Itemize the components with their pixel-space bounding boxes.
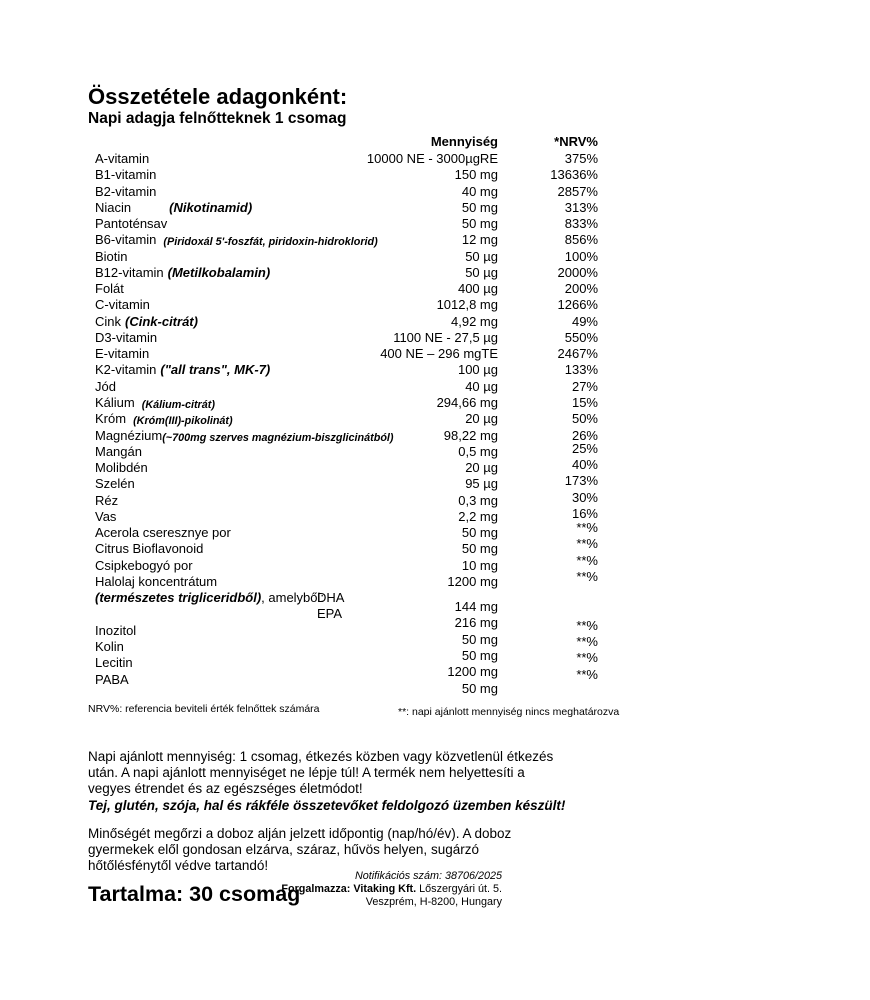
ingredient-label: Réz (95, 492, 119, 508)
ingredient-amount: 50 µg (465, 264, 498, 280)
ingredient-label: Mangán (95, 443, 142, 459)
ingredient-nrv: 133% (564, 362, 598, 378)
table-row (95, 666, 598, 696)
table-row (95, 281, 598, 297)
ingredient-label: Szelén (95, 476, 135, 492)
ingredient-label: A-vitamin (95, 151, 150, 166)
distributor-line (262, 883, 502, 896)
ingredient-amount: 40 µg (465, 378, 498, 394)
ingredient-nrv: 49% (571, 313, 598, 329)
ingredient-nrv: 16% (571, 505, 598, 521)
ingredient-amount: 10000 NE - 3000µgRE (366, 151, 498, 166)
ingredient-amount: 10 mg (461, 557, 498, 573)
ingredient-nrv: **% (576, 650, 598, 666)
ingredient-nrv: 27% (571, 378, 598, 394)
ingredient-amount: 95 µg (465, 476, 498, 492)
ingredient-amount: 20 µg (465, 411, 498, 427)
ingredient-table (95, 133, 598, 696)
ingredient-nrv: 2000% (557, 264, 598, 280)
ingredient-label: E-vitamin (95, 346, 150, 362)
ingredient-nrv: 30% (571, 489, 598, 505)
ingredient-amount: 12 mg (461, 232, 498, 248)
ingredient-nrv: **% (576, 666, 598, 682)
ingredient-amount: 1200 mg (447, 573, 498, 589)
table-row (95, 395, 598, 411)
ingredient-nrv: 25% (571, 440, 598, 456)
ingredient-label: Króm (Króm(III)-pikolinát) (95, 411, 233, 428)
ingredient-nrv: 2467% (557, 346, 598, 362)
table-row (95, 184, 598, 200)
ingredient-label: Cink (Cink-citrát) (95, 313, 198, 329)
ingredient-label: Inozitol (95, 622, 137, 638)
table-row (95, 265, 598, 281)
table-row (95, 362, 598, 378)
ingredient-label: (természetes trigliceridből), amelyből: (95, 590, 325, 606)
table-header (95, 133, 598, 151)
table-row (95, 216, 598, 232)
ingredient-label: B1-vitamin (95, 167, 157, 183)
distributor-company: Forgalmazza: Vitaking Kft. (281, 883, 417, 896)
ingredient-nrv: 100% (564, 248, 598, 264)
ingredient-label: Molibdén (95, 460, 148, 476)
ingredient-label: Citrus Bioflavonoid (95, 541, 204, 557)
ingredient-amount: 50 mg (461, 525, 498, 541)
usage-text: Napi ajánlott mennyiség: 1 csomag, étkezés közben vagy közvetlenül étkezés után. A napi ajánlott mennyiséget ne lépje túl! A termék nem helyettesíti a vegyes étrendet és az egészséges életmódot! (88, 749, 554, 797)
ingredient-label: Jód (95, 378, 116, 394)
ingredient-label: Lecitin (95, 655, 133, 671)
table-row (95, 346, 598, 362)
footnote-nrv: NRV%: referencia beviteli érték felnőttek számára (88, 703, 320, 715)
ingredient-label: Pantoténsav (95, 216, 168, 232)
ingredient-nrv: **% (576, 568, 598, 584)
ingredient-nrv: **% (576, 633, 598, 649)
ingredient-nrv: 40% (571, 457, 598, 473)
ingredient-nrv: 313% (564, 199, 598, 215)
table-row (95, 314, 598, 330)
ingredient-amount: 0,5 mg (458, 443, 498, 459)
contents-statement: Tartalma: 30 csomag (88, 882, 301, 906)
allergen-warning: Tej, glutén, szója, hal és rákféle összetevőket feldolgozó üzemben készült! (88, 797, 566, 813)
ingredient-label: Halolaj koncentrátum (95, 573, 218, 589)
table-row (95, 151, 598, 167)
header-nrv: *NRV% (554, 134, 598, 149)
table-row (95, 232, 598, 248)
table-row (95, 411, 598, 427)
ingredient-label: Biotin (95, 248, 128, 264)
ingredient-amount: 400 µg (457, 281, 498, 297)
ingredient-label: Csipkebogyó por (95, 557, 193, 573)
ingredient-amount: 2,2 mg (458, 508, 498, 524)
table-row (95, 297, 598, 313)
page-subtitle: Napi adagja felnőtteknek 1 csomag (88, 110, 347, 127)
ingredient-amount: 4,92 mg (451, 313, 498, 329)
ingredient-amount: 100 µg (457, 362, 498, 378)
ingredient-amount: 50 mg (461, 199, 498, 215)
usage-paragraph (88, 749, 565, 814)
ingredient-label: C-vitamin (95, 297, 150, 313)
ingredient-amount: 40 mg (461, 183, 498, 199)
ingredient-nrv: 2857% (557, 183, 598, 199)
ingredient-nrv: 15% (571, 394, 598, 410)
table-row (95, 200, 598, 216)
ingredient-label: Acerola cseresznye por (95, 525, 231, 541)
distributor-block (262, 870, 502, 910)
distributor-city: Veszprém, H-8200, Hungary (365, 896, 502, 909)
ingredient-nrv: 550% (564, 329, 598, 345)
table-row (95, 167, 598, 183)
notification-number: Notifikációs szám: 38706/2025 (354, 870, 502, 882)
storage-paragraph: Minőségét megőrzi a doboz alján jelzett időpontig (nap/hó/év). A doboz gyermekek elől gondosan elzárva, száraz, hűvös helyen, sugárzó hőtőlésfénytől védve tartandó! (88, 826, 512, 874)
table-row (95, 330, 598, 346)
ingredient-amount: 1200 mg (447, 664, 498, 680)
ingredient-label: B6-vitamin (Piridoxál 5'-foszfát, piridoxin-hidroklorid) (95, 232, 378, 249)
ingredient-sublabel: DHA (317, 590, 345, 606)
ingredient-label: Niacin (Nikotinamid) (95, 199, 253, 215)
ingredient-label: D3-vitamin (95, 329, 158, 345)
ingredient-amount: 294,66 mg (436, 394, 498, 410)
table-row (95, 568, 598, 590)
footnote-asterisk: **: napi ajánlott mennyiség nincs meghatározva (398, 706, 620, 718)
ingredient-nrv: 856% (564, 232, 598, 248)
distributor-street: Lőszergyári út. 5. (416, 883, 502, 896)
ingredient-amount: 216 mg (454, 615, 498, 631)
ingredient-nrv: 50% (571, 411, 598, 427)
ingredient-label: K2-vitamin ("all trans", MK-7) (95, 362, 271, 378)
ingredient-nrv: 200% (564, 281, 598, 297)
ingredient-amount: 144 mg (454, 599, 498, 615)
ingredient-nrv: 13636% (550, 167, 598, 183)
ingredient-sublabel: EPA (317, 606, 343, 622)
ingredient-amount: 50 µg (465, 248, 498, 264)
ingredient-amount: 1100 NE - 27,5 µg (393, 329, 498, 345)
ingredient-rows (95, 151, 598, 696)
ingredient-amount: 1012,8 mg (436, 297, 498, 313)
ingredient-label: Folát (95, 281, 124, 297)
ingredient-label: Vas (95, 508, 117, 524)
table-row (95, 249, 598, 265)
ingredient-label: Magnézium(~700mg szerves magnézium-biszglicinátból) (95, 427, 394, 444)
ingredient-nrv: 26% (571, 427, 598, 443)
table-row (95, 379, 598, 395)
ingredient-nrv: 1266% (557, 297, 598, 313)
ingredient-label: Kálium (Kálium-citrát) (95, 394, 215, 411)
ingredient-nrv: **% (576, 617, 598, 633)
ingredient-label: Kolin (95, 638, 124, 654)
ingredient-amount: 0,3 mg (458, 492, 498, 508)
ingredient-amount: 50 mg (461, 680, 498, 696)
ingredient-amount: 98,22 mg (443, 427, 498, 443)
ingredient-label: B12-vitamin (Metilkobalamin) (95, 264, 271, 280)
ingredient-label: B2-vitamin (95, 183, 157, 199)
ingredient-nrv: **% (576, 520, 598, 536)
ingredient-amount: 50 mg (461, 647, 498, 663)
page-title: Összetétele adagonként: (88, 84, 348, 109)
ingredient-label: PABA (95, 671, 129, 687)
ingredient-amount: 400 NE – 296 mgTE (380, 346, 498, 362)
ingredient-nrv: 833% (564, 216, 598, 232)
ingredient-amount: 50 mg (461, 541, 498, 557)
header-amount: Mennyiség (430, 134, 498, 149)
ingredient-amount: 150 mg (454, 167, 498, 183)
ingredient-amount: 50 mg (461, 631, 498, 647)
ingredient-nrv: **% (576, 552, 598, 568)
ingredient-amount: 20 µg (465, 460, 498, 476)
ingredient-amount: 50 mg (461, 216, 498, 232)
ingredient-nrv: 375% (564, 151, 598, 166)
ingredient-nrv: **% (576, 536, 598, 552)
ingredient-nrv: 173% (564, 473, 598, 489)
